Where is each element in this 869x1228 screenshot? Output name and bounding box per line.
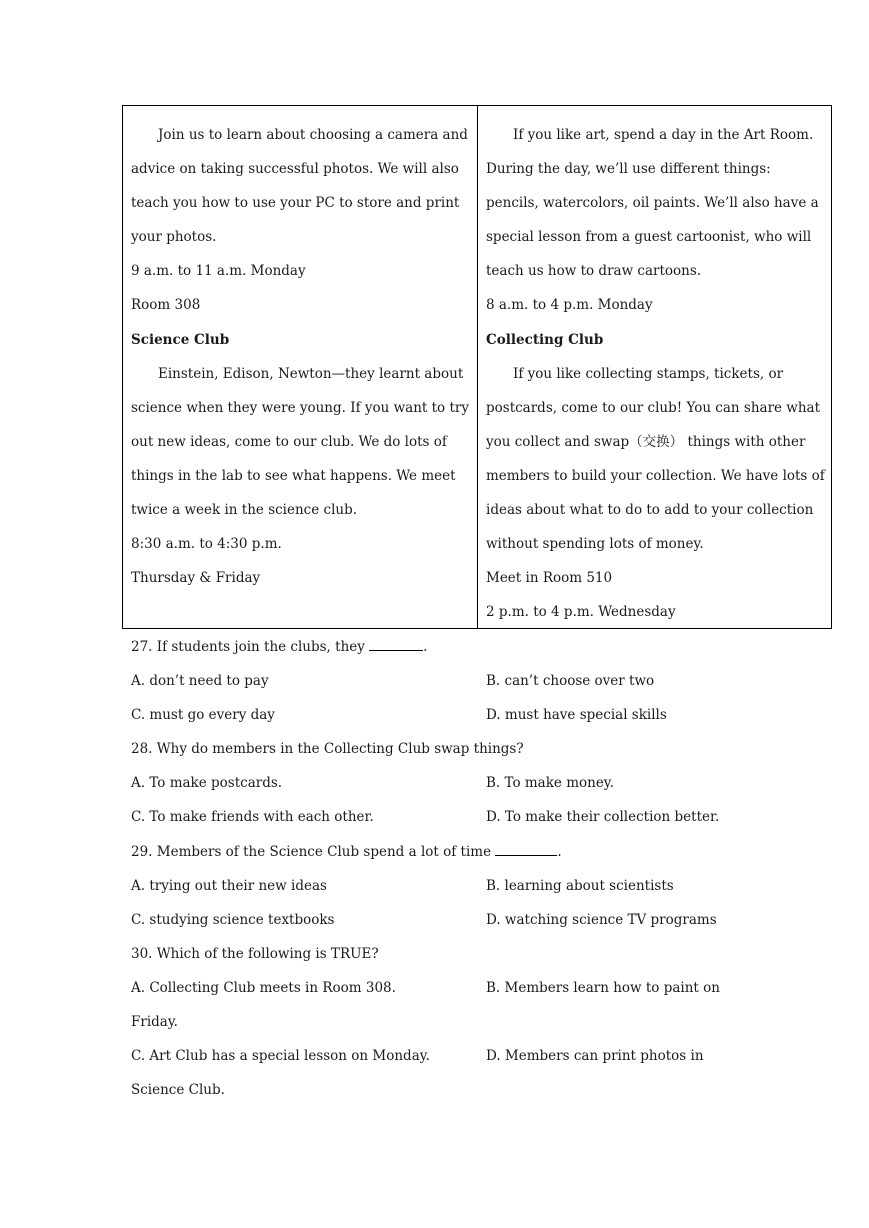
question-27-options-row-2 [131,698,831,732]
option-c: C. To make friends with each other. [131,809,374,826]
science-club-description: Einstein, Edison, Newton—they learnt about science when they were young. If you want to try out new ideas, come to our club. We do lots of things in the lab to see what happens. We meet twice a week in the science club. [131,365,469,519]
question-27-stem: 27. If students join the clubs, they [131,639,370,655]
question-30-options-row-1 [131,971,831,1005]
left-column [123,106,478,628]
option-b: B. can’t choose over two [486,673,655,690]
photo-club-time: 9 a.m. to 11 a.m. Monday [131,263,306,280]
option-b: B. learning about scientists [486,877,674,894]
option-d: D. watching science TV programs [486,911,717,928]
option-c: C. Art Club has a special lesson on Monday. [131,1048,430,1065]
collecting-club-place: Meet in Room 510 [486,570,613,587]
option-a: A. don’t need to pay [131,673,269,690]
science-club-days: Thursday & Friday [131,570,261,587]
question-28: 28. Why do members in the Collecting Club swap things? [131,741,524,758]
question-27-end: . [423,639,428,655]
science-club-title: Science Club [131,331,230,348]
option-a: A. To make postcards. [131,775,283,792]
option-c: C. must go every day [131,707,275,724]
option-a: A. Collecting Club meets in Room 308. [131,979,396,996]
collecting-club-time: 2 p.m. to 4 p.m. Wednesday [486,604,676,621]
collecting-club-description: If you like collecting stamps, tickets, or postcards, come to our club! You can share what you collect and swap（交换） things with other members to build your collection. We have lots of ideas about what to do to add to your collection without spending lots of money. [486,365,825,553]
option-b: B. Members learn how to paint on [486,979,720,996]
question-29-end: . [557,843,562,860]
question-28-options-row-2 [131,800,831,834]
option-b-continued: Friday. [131,1014,178,1031]
answer-blank [369,636,423,651]
art-club-description: If you like art, spend a day in the Art Room. During the day, we’ll use different things: pencils, watercolors, oil paints. We’ll also have a special lesson from a guest cartoonist, who will teach us how to draw cartoons. [486,127,819,280]
question-29-stem: 29. Members of the Science Club spend a lot of time [131,843,496,860]
photo-club-description: Join us to learn about choosing a camera and advice on taking successful photos. We will also teach you how to use your PC to store and print your photos. [131,127,468,246]
question-27-options-row-1 [131,664,831,698]
question-29-options-row-2 [131,903,831,937]
science-club-time: 8:30 a.m. to 4:30 p.m. [131,536,282,553]
question-30-options-row-2 [131,1039,831,1073]
option-d: D. Members can print photos in [486,1048,704,1065]
question-29-options-row-1 [131,869,831,903]
question-28-options-row-1 [131,766,831,800]
question-29 [131,835,831,869]
answer-blank [495,841,557,856]
photo-club-place: Room 308 [131,297,201,314]
collecting-club-title: Collecting Club [486,331,604,348]
option-c: C. studying science textbooks [131,911,335,928]
question-30: 30. Which of the following is TRUE? [131,945,379,962]
art-club-time: 8 a.m. to 4 p.m. Monday [486,297,653,314]
right-column [478,106,831,628]
option-a: A. trying out their new ideas [131,877,327,894]
clubs-table [122,105,832,629]
option-d-continued: Science Club. [131,1082,225,1099]
option-d: D. must have special skills [486,707,667,724]
question-27 [131,630,831,664]
questions-section [131,630,831,1107]
option-b: B. To make money. [486,775,614,792]
option-d: D. To make their collection better. [486,809,720,826]
